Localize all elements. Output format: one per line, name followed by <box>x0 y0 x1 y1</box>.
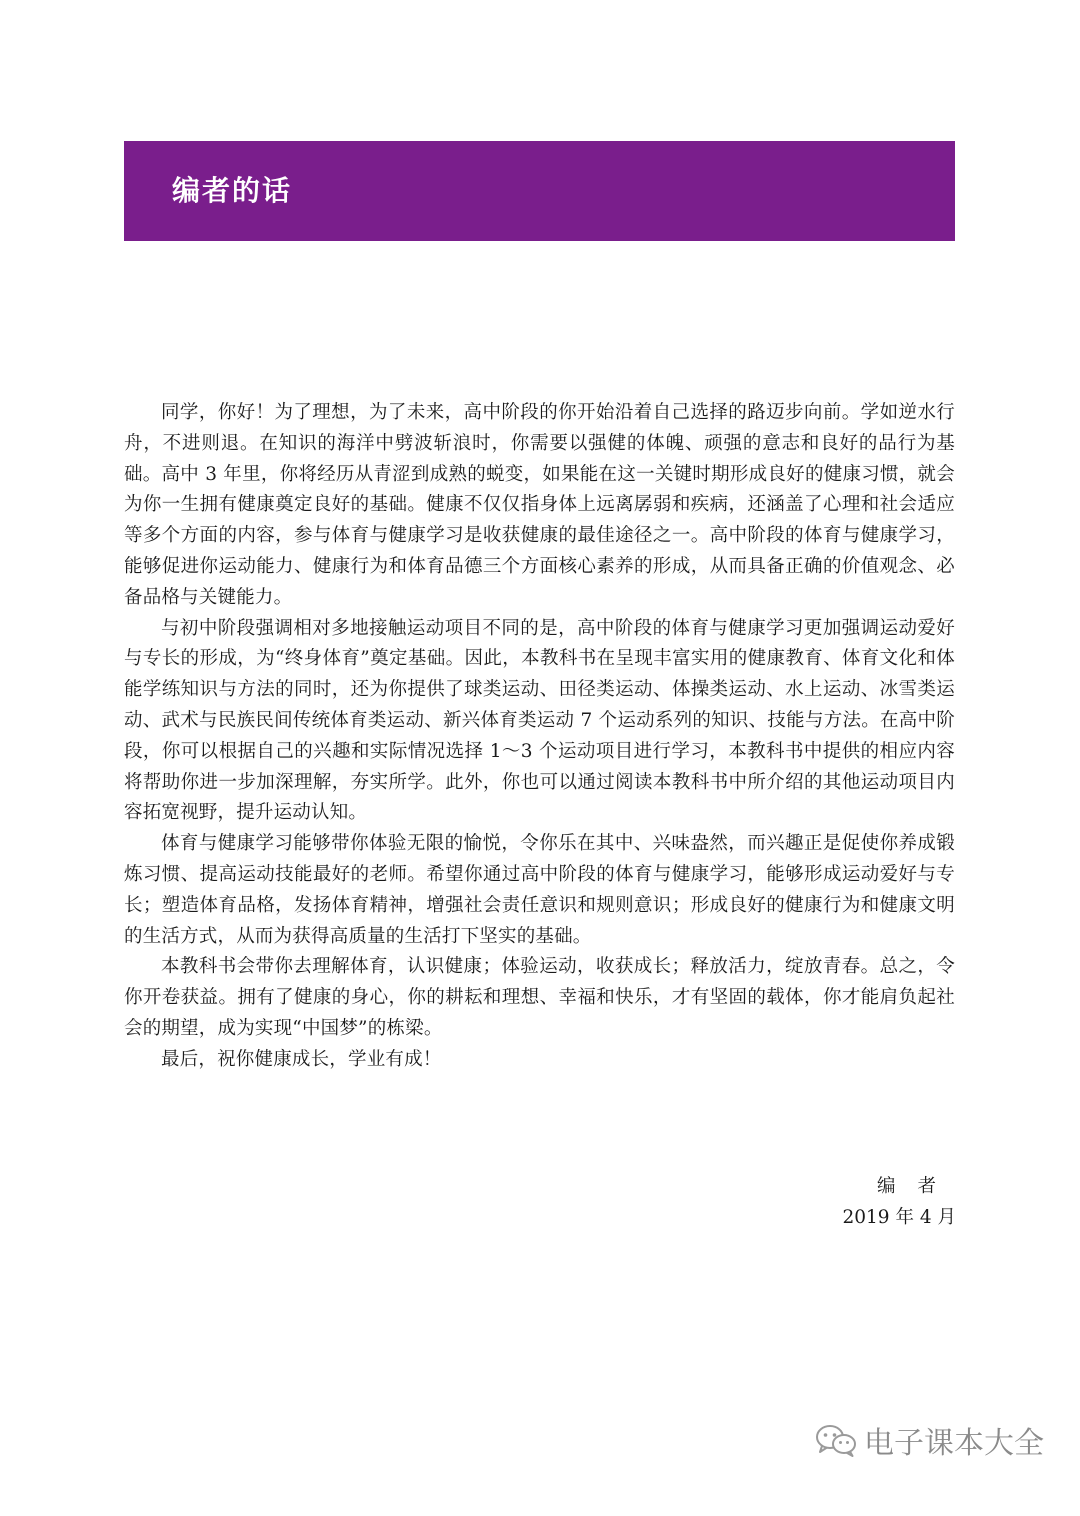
paragraph-3: 体育与健康学习能够带你体验无限的愉悦，令你乐在其中、兴味盎然，而兴趣正是促使你养成锻炼习惯、提高运动技能最好的老师。希望你通过高中阶段的体育与健康学习，能够形成运动爱好与专长；塑造体育品格，发扬体育精神，增强社会责任意识和规则意识；形成良好的健康行为和健康文明的生活方式，从而为获得高质量的生活打下坚实的基础。 <box>124 833 955 947</box>
page-title: 编者的话 <box>172 174 293 207</box>
wechat-icon <box>814 1423 858 1457</box>
watermark-text: 电子课本大全 <box>864 1426 1044 1461</box>
watermark <box>814 1418 1044 1462</box>
paragraph-5: 最后，祝你健康成长，学业有成！ <box>161 1048 442 1070</box>
signature-date: 2019 年 4 月 <box>842 1207 956 1228</box>
preface-body <box>124 398 955 1076</box>
paragraph-4: 本教科书会带你去理解体育，认识健康；体验运动，收获成长；释放活力，绽放青春。总之，令你开卷获益。拥有了健康的身心，你的耕耘和理想、幸福和快乐，才有坚固的载体，你才能肩负起社会的期望，成为实现“中国梦”的栋梁。 <box>124 956 955 1039</box>
paragraph-2: 与初中阶段强调相对多地接触运动项目不同的是，高中阶段的体育与健康学习更加强调运动爱好与专长的形成，为“终身体育”奠定基础。因此，本教科书在呈现丰富实用的健康教育、体育文化和体能学练知识与方法的同时，还为你提供了球类运动、田径类运动、体操类运动、水上运动、冰雪类运动、武术与民族民间传统体育类运动、新兴体育类运动 7 个运动系列的知识、技能与方法。在高中阶段，你可以根据自己的兴趣和实际情况选择 1～3 个运动项目进行学习，本教科书中提供的相应内容将帮助你进一步加深理解，夯实所学。此外，你也可以通过阅读本教科书中所介绍的其他运动项目内容拓宽视野，提升运动认知。 <box>124 617 955 824</box>
signature-block <box>843 1171 957 1233</box>
signature-author: 编者 <box>876 1176 958 1197</box>
paragraph-1: 同学，你好！为了理想，为了未来，高中阶段的你开始沿着自己选择的路迈步向前。学如逆水行舟，不进则退。在知识的海洋中劈波斩浪时，你需要以强健的体魄、顽强的意志和良好的品行为基础。高中 3 年里，你将经历从青涩到成熟的蜕变，如果能在这一关键时期形成良好的健康习惯，就会为你一生拥有健康奠定良好的基础。健康不仅仅指身体上远离孱弱和疾病，还涵盖了心理和社会适应等多个方面的内容，参与体育与健康学习是收获健康的最佳途径之一。高中阶段的体育与健康学习，能够促进你运动能力、健康行为和体育品德三个方面核心素养的形成，从而具备正确的价值观念、必备品格与关键能力。 <box>124 402 955 608</box>
title-banner <box>124 141 955 241</box>
